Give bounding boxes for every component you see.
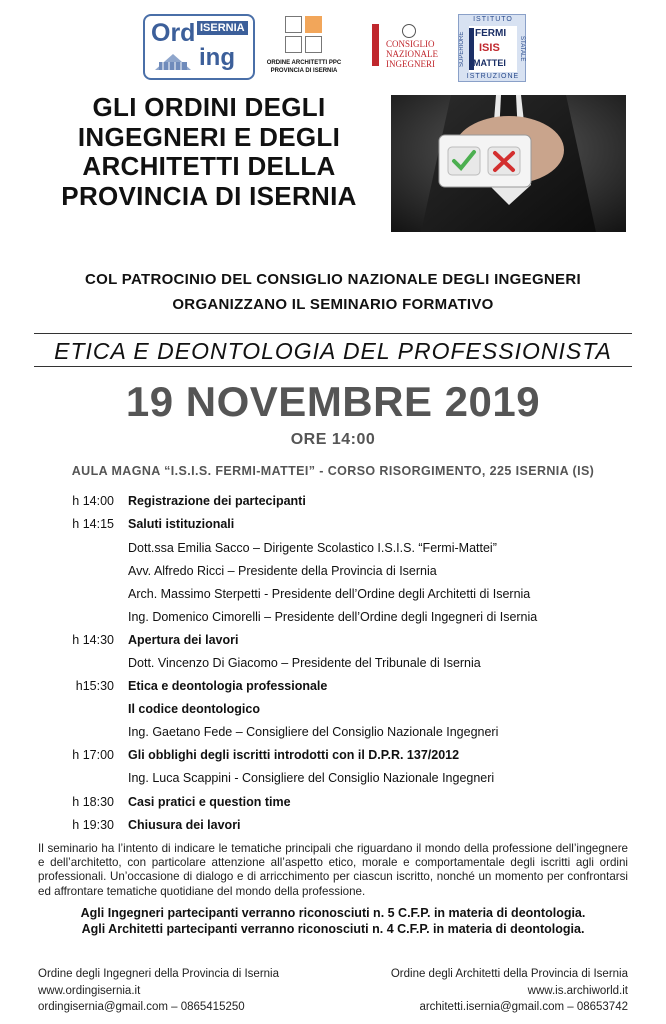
program-row: [0, 541, 666, 559]
program-text: Casi pratici e question time: [128, 795, 291, 809]
isis-mattei-text: MATTEI: [473, 58, 506, 68]
cni-logo-line2: NAZIONALE: [386, 49, 438, 59]
ordine-architetti-logo: [258, 16, 350, 80]
event-venue: AULA MAGNA “I.S.I.S. FERMI-MATTEI” - CORSO RISORGIMENTO, 225 ISERNIA (IS): [71, 464, 595, 478]
program-text: Ing. Luca Scappini - Consigliere del Consiglio Nazionale Ingegneri: [128, 771, 495, 785]
program-time: h 14:00: [72, 494, 114, 508]
program-text: Dott. Vincenzo Di Giacomo – Presidente del Tribunale di Isernia: [128, 656, 481, 670]
title-line: INGEGNERI E DEGLI: [77, 121, 341, 152]
program-row: [0, 702, 666, 720]
isis-bottom-text: ISTRUZIONE: [466, 73, 520, 80]
footer-contact[interactable]: architetti.isernia@gmail.com – 08653742: [419, 1001, 628, 1013]
architetti-logo-line1: ORDINE ARCHITETTI PPC: [266, 60, 342, 66]
architetti-grid-icon: [285, 16, 325, 56]
program-row: [0, 610, 666, 628]
program-text: Avv. Alfredo Ricci – Presidente della Provincia di Isernia: [128, 564, 437, 578]
program-text: Ing. Gaetano Fede – Consigliere del Consiglio Nazionale Ingegneri: [128, 725, 499, 739]
isis-fermi-text: FERMI: [475, 28, 507, 39]
footer-org-name: Ordine degli Ingegneri della Provincia di Isernia: [38, 968, 280, 980]
program-text: Saluti istituzionali: [128, 517, 235, 531]
footer-contact[interactable]: ordingisernia@gmail.com – 0865415250: [38, 1001, 245, 1013]
program-row: [0, 748, 666, 766]
credits-ingegneri: Agli Ingegneri partecipanti verranno riconosciuti n. 5 C.F.P. in materia di deontologia.: [80, 906, 586, 920]
isis-fermi-mattei-logo: [458, 14, 526, 82]
program-row: [0, 725, 666, 743]
program-time: h15:30: [75, 679, 114, 693]
logo-ing-text: ing: [199, 44, 235, 71]
event-date: 19 NOVEMBRE 2019: [125, 378, 541, 425]
footer-org-name: Ordine degli Architetti della Provincia di Isernia: [390, 968, 628, 980]
seminar-title: ETICA E DEONTOLOGIA DEL PROFESSIONISTA: [54, 338, 612, 364]
architetti-logo-line2: PROVINCIA DI ISERNIA: [270, 68, 338, 74]
program-row: [0, 564, 666, 582]
program-row: [0, 633, 666, 651]
program-time: h 19:30: [72, 818, 114, 832]
cni-logo-line3: INGEGNERI: [386, 59, 435, 69]
divider-line: [34, 333, 632, 334]
footer-website-link[interactable]: www.is.archiworld.it: [527, 984, 628, 997]
divider-line: [34, 366, 632, 367]
emblem-icon: [402, 24, 416, 38]
program-time: h 14:30: [72, 633, 114, 647]
businessman-card-photo: [391, 95, 626, 232]
program-text: Il codice deontologico: [128, 702, 260, 716]
program-text: Dott.ssa Emilia Sacco – Dirigente Scolastico I.S.I.S. “Fermi-Mattei”: [128, 541, 497, 555]
program-time: h 14:15: [72, 517, 114, 531]
event-title: [44, 93, 374, 211]
program-time: h 18:30: [72, 795, 114, 809]
program-text: Gli obblighi degli iscritti introdotti con il D.P.R. 137/2012: [128, 748, 460, 762]
program-row: [0, 818, 666, 836]
isis-right-text: STATALE: [519, 36, 525, 62]
ordine-ingegneri-logo: [143, 14, 255, 80]
event-time: ORE 14:00: [290, 431, 376, 448]
program-text: Ing. Domenico Cimorelli – Presidente dell’Ordine degli Ingegneri di Isernia: [128, 610, 538, 624]
program-row: [0, 587, 666, 605]
program-row: [0, 679, 666, 697]
logo-isernia-text: ISERNIA: [197, 21, 248, 35]
building-icon: [153, 50, 193, 72]
program-text: Registrazione dei partecipanti: [128, 494, 306, 508]
isis-top-text: ISTITUTO: [473, 16, 513, 23]
credits-architetti: Agli Architetti partecipanti verranno riconosciuti n. 4 C.F.P. in materia di deontologia.: [81, 922, 585, 936]
title-line: PROVINCIA DI ISERNIA: [61, 180, 357, 211]
program-row: [0, 771, 666, 789]
cni-logo-line1: CONSIGLIO: [386, 39, 435, 49]
program-text: Arch. Massimo Sterpetti - Presidente dell’Ordine degli Architetti di Isernia: [128, 587, 531, 601]
program-text: Etica e deontologia professionale: [128, 679, 328, 693]
program-text: Chiusura dei lavori: [128, 818, 241, 832]
footer-ingegneri: [38, 966, 279, 1016]
footer-architetti: [391, 966, 628, 1016]
cni-red-bar: [372, 24, 379, 66]
cni-logo: [370, 22, 448, 72]
isis-left-text: SUPERIORE: [459, 31, 465, 67]
program-row: [0, 795, 666, 813]
program-row: [0, 494, 666, 512]
footer-website-link[interactable]: www.ordingisernia.it: [38, 984, 141, 997]
program-row: [0, 656, 666, 674]
isis-isis-text: ISIS: [479, 42, 500, 54]
seminar-description: Il seminario ha l’intento di indicare le tematiche principali che riguardano il mondo della professione dell’ingegnere e dell’architetto, con particolare attenzione all’aspetto etico, morale e comportamentale degli iscritti agli ordini professionali. Un’occasione di dialogo e di arricchimento per ciascun iscritto, nonché un momento per confrontarsi ed affrontare tematiche quotidiane del mondo della professione.: [38, 842, 628, 898]
program-text: Apertura dei lavori: [128, 633, 239, 647]
patrocinio-line: COL PATROCINIO DEL CONSIGLIO NAZIONALE DEGLI INGEGNERI: [85, 271, 581, 288]
program-time: h 17:00: [72, 748, 114, 762]
title-line: GLI ORDINI DEGLI: [92, 92, 326, 122]
logo-ord-text: Ord: [151, 19, 196, 47]
program-row: [0, 517, 666, 535]
title-line: ARCHITETTI DELLA: [82, 151, 336, 181]
organizzano-line: ORGANIZZANO IL SEMINARIO FORMATIVO: [172, 296, 494, 313]
